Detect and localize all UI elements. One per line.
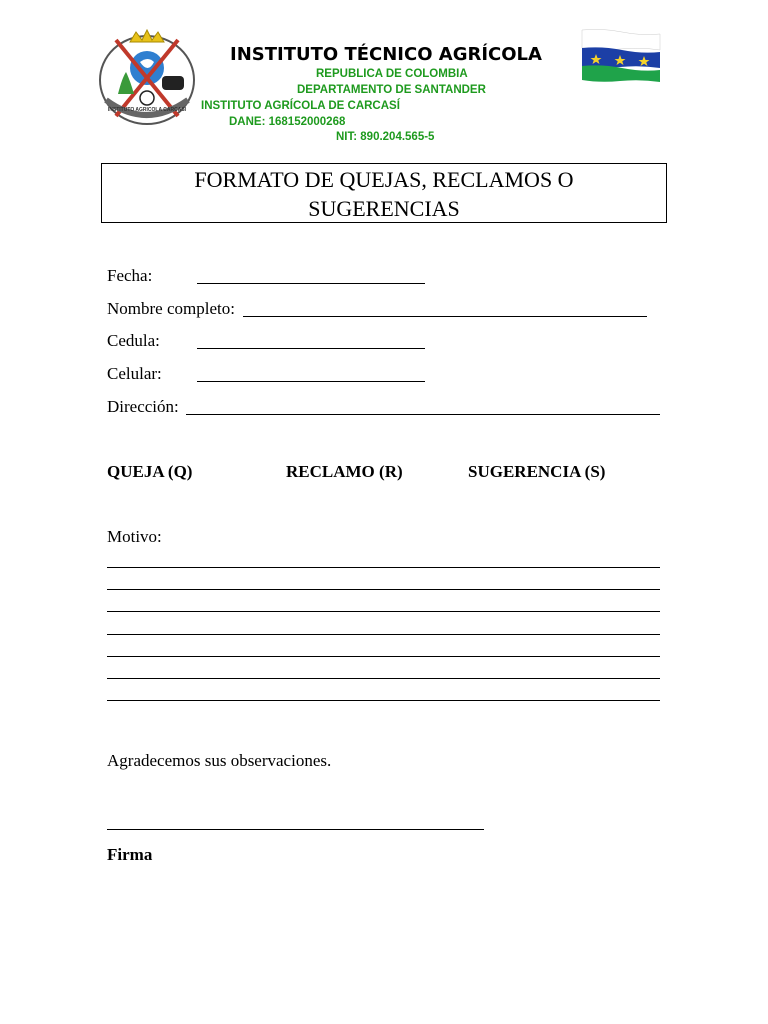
school-seal-logo [96, 28, 198, 128]
header-nit: NIT: 890.204.565-5 [336, 131, 435, 143]
motivo-line[interactable] [107, 634, 660, 635]
motivo-line[interactable] [107, 567, 660, 568]
option-sugerencia[interactable]: SUGERENCIA (S) [468, 462, 606, 481]
fecha-label: Fecha: [107, 266, 153, 285]
header-republic: REPUBLICA DE COLOMBIA [316, 68, 468, 80]
cedula-input-line[interactable] [197, 348, 425, 349]
form-title-line1: FORMATO DE QUEJAS, RECLAMOS O [194, 167, 574, 192]
option-reclamo[interactable]: RECLAMO (R) [286, 462, 403, 481]
header-department: DEPARTAMENTO DE SANTANDER [297, 84, 486, 96]
form-title-line2: SUGERENCIAS [308, 196, 460, 221]
signature-line[interactable] [107, 829, 484, 830]
santander-flag [580, 28, 662, 84]
direccion-input-line[interactable] [186, 414, 660, 415]
motivo-line[interactable] [107, 700, 660, 701]
nombre-input-line[interactable] [243, 316, 647, 317]
header-institute-name: INSTITUTO AGRÍCOLA DE CARCASÍ [201, 100, 400, 112]
institute-title: INSTITUTO TÉCNICO AGRÍCOLA [230, 44, 542, 65]
header-dane: DANE: 168152000268 [229, 116, 346, 128]
nombre-label: Nombre completo: [107, 299, 235, 318]
seal-text: INSTITUTO AGRICOLA CARCASI [107, 107, 187, 113]
celular-input-line[interactable] [197, 381, 425, 382]
motivo-line[interactable] [107, 678, 660, 679]
signature-label: Firma [107, 845, 153, 864]
cedula-label: Cedula: [107, 331, 160, 350]
motivo-line[interactable] [107, 589, 660, 590]
thanks-text: Agradecemos sus observaciones. [107, 751, 332, 770]
option-queja[interactable]: QUEJA (Q) [107, 462, 193, 481]
fecha-input-line[interactable] [197, 283, 425, 284]
motivo-label: Motivo: [107, 527, 162, 546]
direccion-label: Dirección: [107, 397, 179, 416]
motivo-line[interactable] [107, 656, 660, 657]
motivo-line[interactable] [107, 611, 660, 612]
form-title [101, 163, 667, 223]
celular-label: Celular: [107, 364, 162, 383]
